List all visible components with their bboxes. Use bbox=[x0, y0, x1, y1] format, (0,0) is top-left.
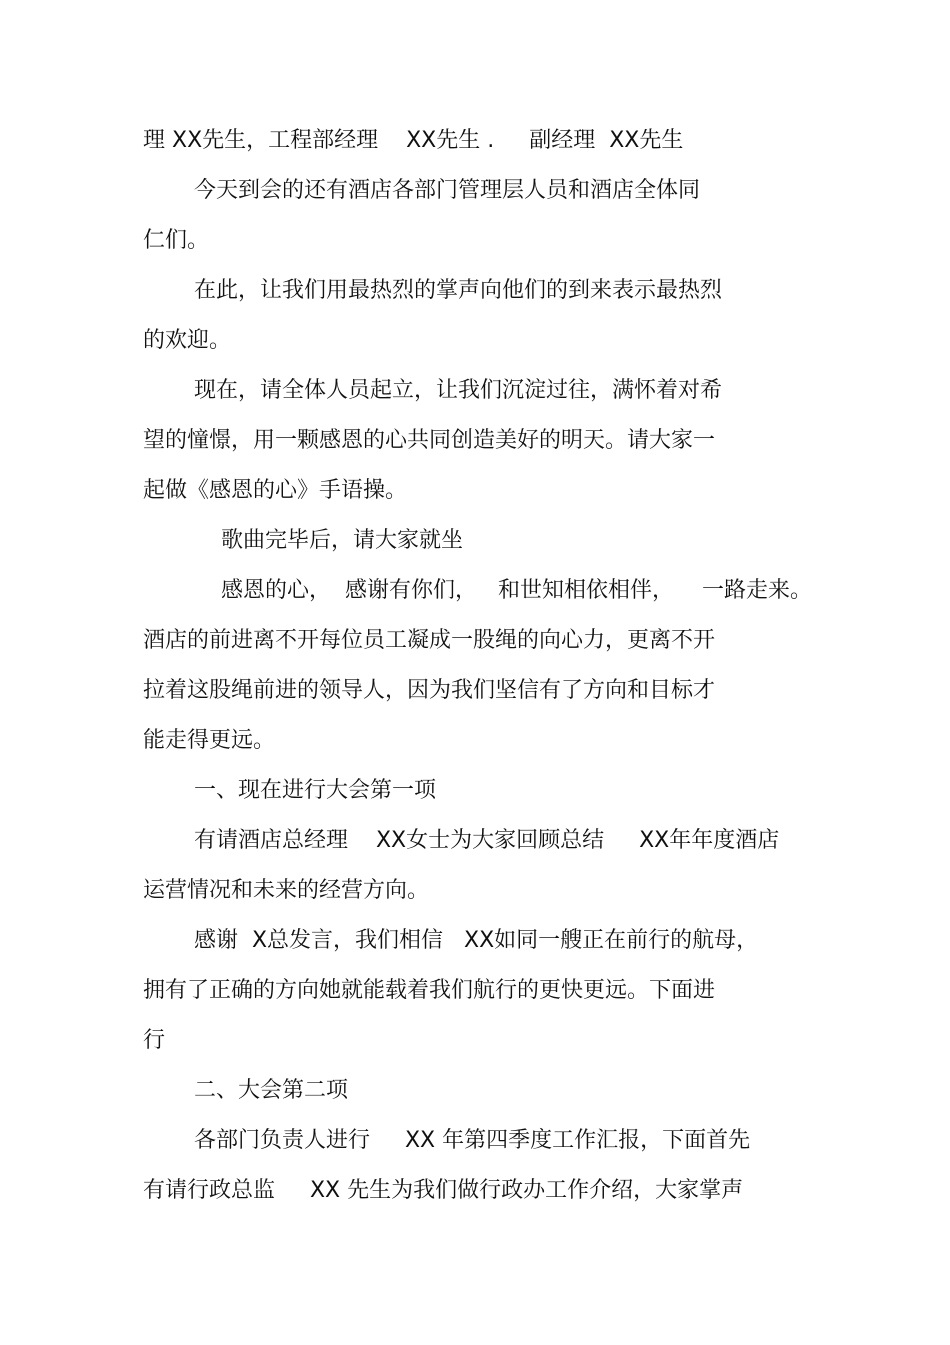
text-line: 仁们。 bbox=[143, 228, 210, 253]
text-line: 一、现在进行大会第一项 bbox=[194, 778, 437, 803]
text-line: 在此，让我们用最热烈的掌声向他们的到来表示最热烈 bbox=[194, 278, 723, 303]
text-line: 今天到会的还有酒店各部门管理层人员和酒店全体同 bbox=[194, 178, 701, 203]
text-line: 有请酒店总经理 XX女士为大家回顾总结 XX年年度酒店 bbox=[194, 828, 780, 853]
text-line: 二、大会第二项 bbox=[194, 1078, 349, 1103]
text-line: 歌曲完毕后，请大家就坐 bbox=[221, 528, 464, 553]
text-line: 望的憧憬，用一颗感恩的心共同创造美好的明天。请大家一 bbox=[143, 428, 716, 453]
text-line: 有请行政总监 XX 先生为我们做行政办工作介绍，大家掌声 bbox=[143, 1178, 744, 1203]
text-line: 起做《感恩的心》手语操。 bbox=[143, 478, 408, 503]
text-line: 酒店的前进离不开每位员工凝成一股绳的向心力，更离不开 bbox=[143, 628, 716, 653]
text-line: 拉着这股绳前进的领导人，因为我们坚信有了方向和目标才 bbox=[143, 678, 716, 703]
text-line: 感恩的心， 感谢有你们， 和世知相依相伴， 一路走来。 bbox=[221, 578, 812, 603]
text-line: 行 bbox=[143, 1028, 166, 1053]
text-line: 理 XX先生，工程部经理 XX先生 . 副经理 XX先生 bbox=[143, 128, 684, 153]
text-line: 运营情况和未来的经营方向。 bbox=[143, 878, 430, 903]
text-line: 的欢迎。 bbox=[143, 328, 232, 353]
text-line: 现在，请全体人员起立，让我们沉淀过往，满怀着对希 bbox=[194, 378, 723, 403]
text-line: 各部门负责人进行 XX 年第四季度工作汇报，下面首先 bbox=[194, 1128, 751, 1153]
text-line: 能走得更远。 bbox=[143, 728, 276, 753]
text-line: 拥有了正确的方向她就能载着我们航行的更快更远。下面进 bbox=[143, 978, 716, 1003]
text-line: 感谢 X总发言，我们相信 XX如同一艘正在前行的航母， bbox=[194, 928, 759, 953]
